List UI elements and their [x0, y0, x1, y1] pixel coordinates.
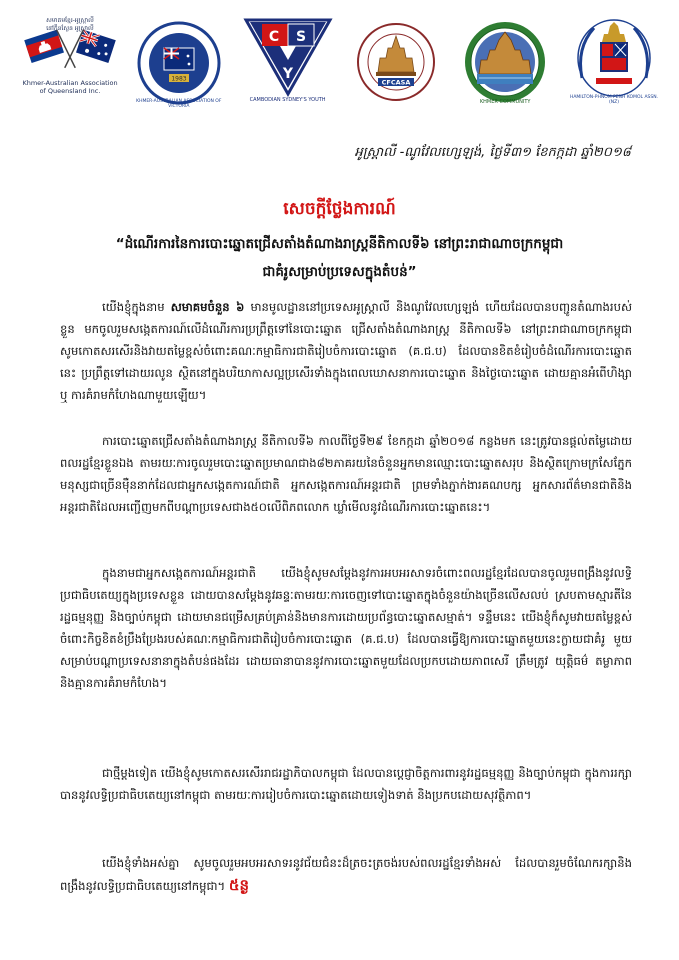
- logo-caption-en: Khmer-Australian Association: [22, 79, 118, 87]
- date-line: អូស្ត្រាលី -ណូវែលហ្សេឡង់, ថ្ងៃទី៣១ ខែកក្កដា ឆ្នាំ២០១៨: [354, 145, 631, 160]
- paragraph-5: [60, 852, 632, 897]
- khmer-australian-qld-logo: [22, 18, 118, 108]
- csy-letter-s: S: [295, 29, 306, 45]
- paragraph-3: ក្នុងនាមជាអ្នកសង្កេតការណ៍អន្តរជាតិ យើងខ្ញុំសូមសម្តែងនូវការអបអរសាទរចំពោះពលរដ្ឋខ្មែរដែលបានចូលរួមពង្រឹងនូវលទ្ធិប្រជាធិបតេយ្យក្នុងប្រទេសខ្លួន ដោយបានសម្តែងនូវឆន្ទៈតាមរយៈការចេញទៅបោះឆ្នោតក្នុងចំនួនយ៉ាងច្រើនលើសលប់ ស្របតាមស្មារតីនៃរដ្ឋធម្មនុញ្ញ និងច្បាប់កម្ពុជា ដោយមានជម្រើសគ្រប់គ្រាន់និងមានការដោយប្រព័ន្ធបោះឆ្នោតសម្មាត់។ ទន្ទឹមនេះ យើងខ្ញុំក៏សូមវាយតម្លៃខ្ពស់ចំពោះកិច្ចខិតខំប្រឹងប្រែងរបស់គណៈកម្មាធិការជាតិរៀបចំការបោះឆ្នោត (គ.ជ.ប) ដែលបានធ្វើឱ្យការបោះឆ្នោតមួយនេះក្លាយជាគំរូ មួយសម្រាប់បណ្តាប្រទេសនានាក្នុងតំបន់ផងដែរ ដោយធានាបាននូវការបោះឆ្នោតមួយដែលប្រកបដោយភាពសេរី ត្រឹមត្រូវ យុត្តិធម៌ តម្លាភាព និងគ្មានការគំរាមកំហែង។: [60, 566, 632, 690]
- logo-caption-km: សមាគមខ្មែរ-អូស្ត្រាលី: [46, 17, 94, 24]
- paragraph-1: [60, 296, 632, 406]
- hamilton-phnom-penh-logo: [566, 18, 662, 108]
- cfcasa-logo: [348, 18, 444, 108]
- logo-caption: CAMBODIAN SYDNEY'S YOUTH: [249, 97, 326, 103]
- cfcasa-label: CFCASA: [382, 78, 411, 87]
- page-title: សេចក្តីថ្លែងការណ៍: [283, 199, 396, 219]
- svg-text:1983: 1983: [171, 75, 187, 83]
- cambodian-sydneys-youth-logo: [240, 18, 336, 108]
- paragraph-2: ការបោះឆ្នោតជ្រើសតាំងតំណាងរាស្ត្រ នីតិកាលទី៦ កាលពីថ្ងៃទី២៩ ខែកក្កដា ឆ្នាំ២០១៨ កន្លងមក នេះត្រូវបានផ្តល់តម្លៃដោយពលរដ្ឋខ្មែរខ្លួនឯង តាមរយៈការចូលរួមបោះឆ្នោតប្រមាណជាង៨២ភាគរយនៃចំនួនអ្នកមានឈ្មោះបោះឆ្នោតសរុប និងស្ថិតក្រោមក្រសែភ្នែកមនុស្សជាច្រើនម៉ឺននាក់ដែលជាអ្នកសង្កេតការណ៍ជាតិ អ្នកសង្កេតការណ៍អន្តរជាតិ ព្រមទាំងភ្នាក់ងារគណបក្ស អ្នកសារព័ត៌មានជាតិនិងអន្តរជាតិដែលអញ្ជើញមកពីបណ្តាប្រទេសជាង៥០លើពិភពលោក ឃ្លាំមើលនូវដំណើរការបោះឆ្នោតនេះ។: [60, 434, 632, 514]
- khmer-australian-association-logo: [131, 18, 227, 108]
- logo-caption-en2: of Queensland Inc.: [39, 87, 101, 95]
- p1-bold: សមាគមចំនួន ៦: [170, 300, 245, 314]
- csy-letter-c: C: [268, 29, 279, 45]
- angkor-community-logo: [457, 18, 553, 108]
- logo-caption-km2: នៅក្វីនស្លែន អូស្ត្រាលី: [46, 25, 94, 32]
- subtitle-line-2: ជាគំរូសម្រាប់ប្រទេសក្នុងតំបន់”: [262, 264, 417, 280]
- paragraph-4: ជាថ្មីម្តងទៀត យើងខ្ញុំសូមកោតសរសើររាជរដ្ឋាភិបាលកម្ពុជា ដែលបានប្តេជ្ញាចិត្តការពារនូវរដ្ឋធម្មនុញ្ញ និងច្បាប់កម្ពុជា ក្នុងការរក្សាបាននូវលទ្ធិប្រជាធិបតេយ្យនៅកម្ពុជា តាមរយៈការរៀបចំការបោះឆ្នោតដោយទៀងទាត់ និងប្រកបដោយសុវត្ថិភាព។: [60, 766, 632, 802]
- p1-pre: យើងខ្ញុំក្នុងនាម: [102, 300, 171, 314]
- logo-caption: KHMER-AUSTRALIAN ASSOCIATION OF VICTORIA: [136, 99, 222, 109]
- csy-letter-y: Y: [282, 66, 293, 82]
- subtitle: [60, 230, 619, 286]
- logo-caption: KHMER COMMUNITY: [479, 99, 531, 105]
- p1-post: មានមូលដ្ឋាននៅប្រទេសអូស្ត្រាលី និងណូវែលហ្សេឡង់ ហើយដែលបានបញ្ជូនតំណាងរបស់ខ្លួន មកចូលរួមសង្កេតការណ៍លើដំណើរការប្រព្រឹត្តទៅនៃបោះឆ្នោត ជ្រើសតាំងតំណាងរាស្ត្រ នីតិកាលទី៦ នៅព្រះរាជាណាចក្រកម្ពុជា សូមកោតសរសើរនិងវាយតម្លៃខ្ពស់ចំពោះគណៈកម្មាធិការជាតិរៀបចំការបោះឆ្នោត (គ.ជ.ប) ដែលបានខិតខំរៀបចំដំណើរការបោះឆ្នោតនេះ ប្រព្រឹត្តទៅដោយរលូន ស្ថិតនៅក្នុងបរិយាកាសល្អប្រសើរទាំងក្នុងពេលឃោសនាការបោះឆ្នោត និងថ្ងៃបោះឆ្នោត ដោយគ្មានអំពើហិង្សា ឬ ការគំរាមកំហែងណាមួយឡើយ។: [60, 300, 632, 402]
- logo-caption: HAMILTON-PHNOM PENH KOMOL ASSN. (NZ): [569, 95, 659, 105]
- signature-mark: ៥ន្ង: [228, 876, 250, 894]
- subtitle-line-1: “ដំណើរការនៃការបោះឆ្នោតជ្រើសតាំងតំណាងរាស្ត្រនីតិកាលទី៦ នៅព្រះរាជាណាចក្រកម្ពុជា: [115, 236, 564, 252]
- logo-row: [22, 18, 662, 108]
- p5-text: យើងខ្ញុំទាំងអស់គ្នា សូមចូលរួមអបអរសាទរនូវជ័យជំនះដ៏ត្រចះត្រចង់របស់ពលរដ្ឋខ្មែរទាំងអស់ ដែលបានរួមចំណែករក្សានិងពង្រឹងនូវលទ្ធិប្រជាធិបតេយ្យនៅកម្ពុជា។: [60, 856, 632, 893]
